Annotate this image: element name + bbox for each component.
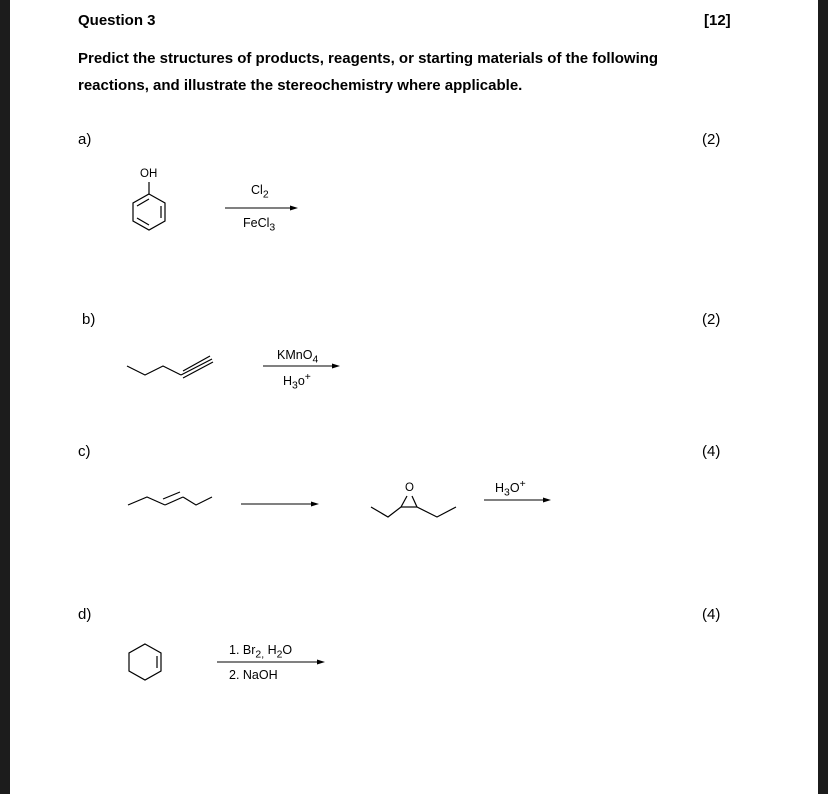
- part-d-label: d): [78, 606, 92, 623]
- part-a-reagent-below: FeCl$_3$: [243, 216, 276, 234]
- part-d-arrow: [10, 0, 818, 794]
- part-c-marks: (4): [702, 443, 721, 460]
- epoxide-oxygen-label: O: [405, 482, 414, 494]
- part-b-reagent-above: KMnO$_4$: [277, 348, 319, 366]
- phenol-oh-label: OH: [140, 168, 158, 180]
- part-d-step-1: 1. $Br_{2,}$ $H_2O$: [229, 643, 293, 661]
- part-d-step-2: 2. NaOH: [229, 668, 278, 682]
- part-a-marks: (2): [702, 131, 721, 148]
- part-d-marks: (4): [702, 606, 721, 623]
- part-a-reagent-above: $Cl_2$: [251, 183, 269, 201]
- part-c-label: c): [78, 443, 91, 460]
- part-b-label: b): [82, 311, 96, 328]
- part-b-marks: (2): [702, 311, 721, 328]
- total-marks: [12]: [704, 12, 731, 29]
- question-page: [10, 0, 818, 794]
- part-b-reagent-below: $H_3o^+$: [283, 372, 311, 392]
- question-title: Question 3: [78, 12, 156, 29]
- part-a-label: a): [78, 131, 92, 148]
- instruction-line-2: reactions, and illustrate the stereochemistry where applicable.: [78, 77, 523, 94]
- instruction-line-1: Predict the structures of products, reagents, or starting materials of the following: [78, 50, 659, 67]
- part-c-reagent-above: $H_3O^+$: [495, 479, 526, 499]
